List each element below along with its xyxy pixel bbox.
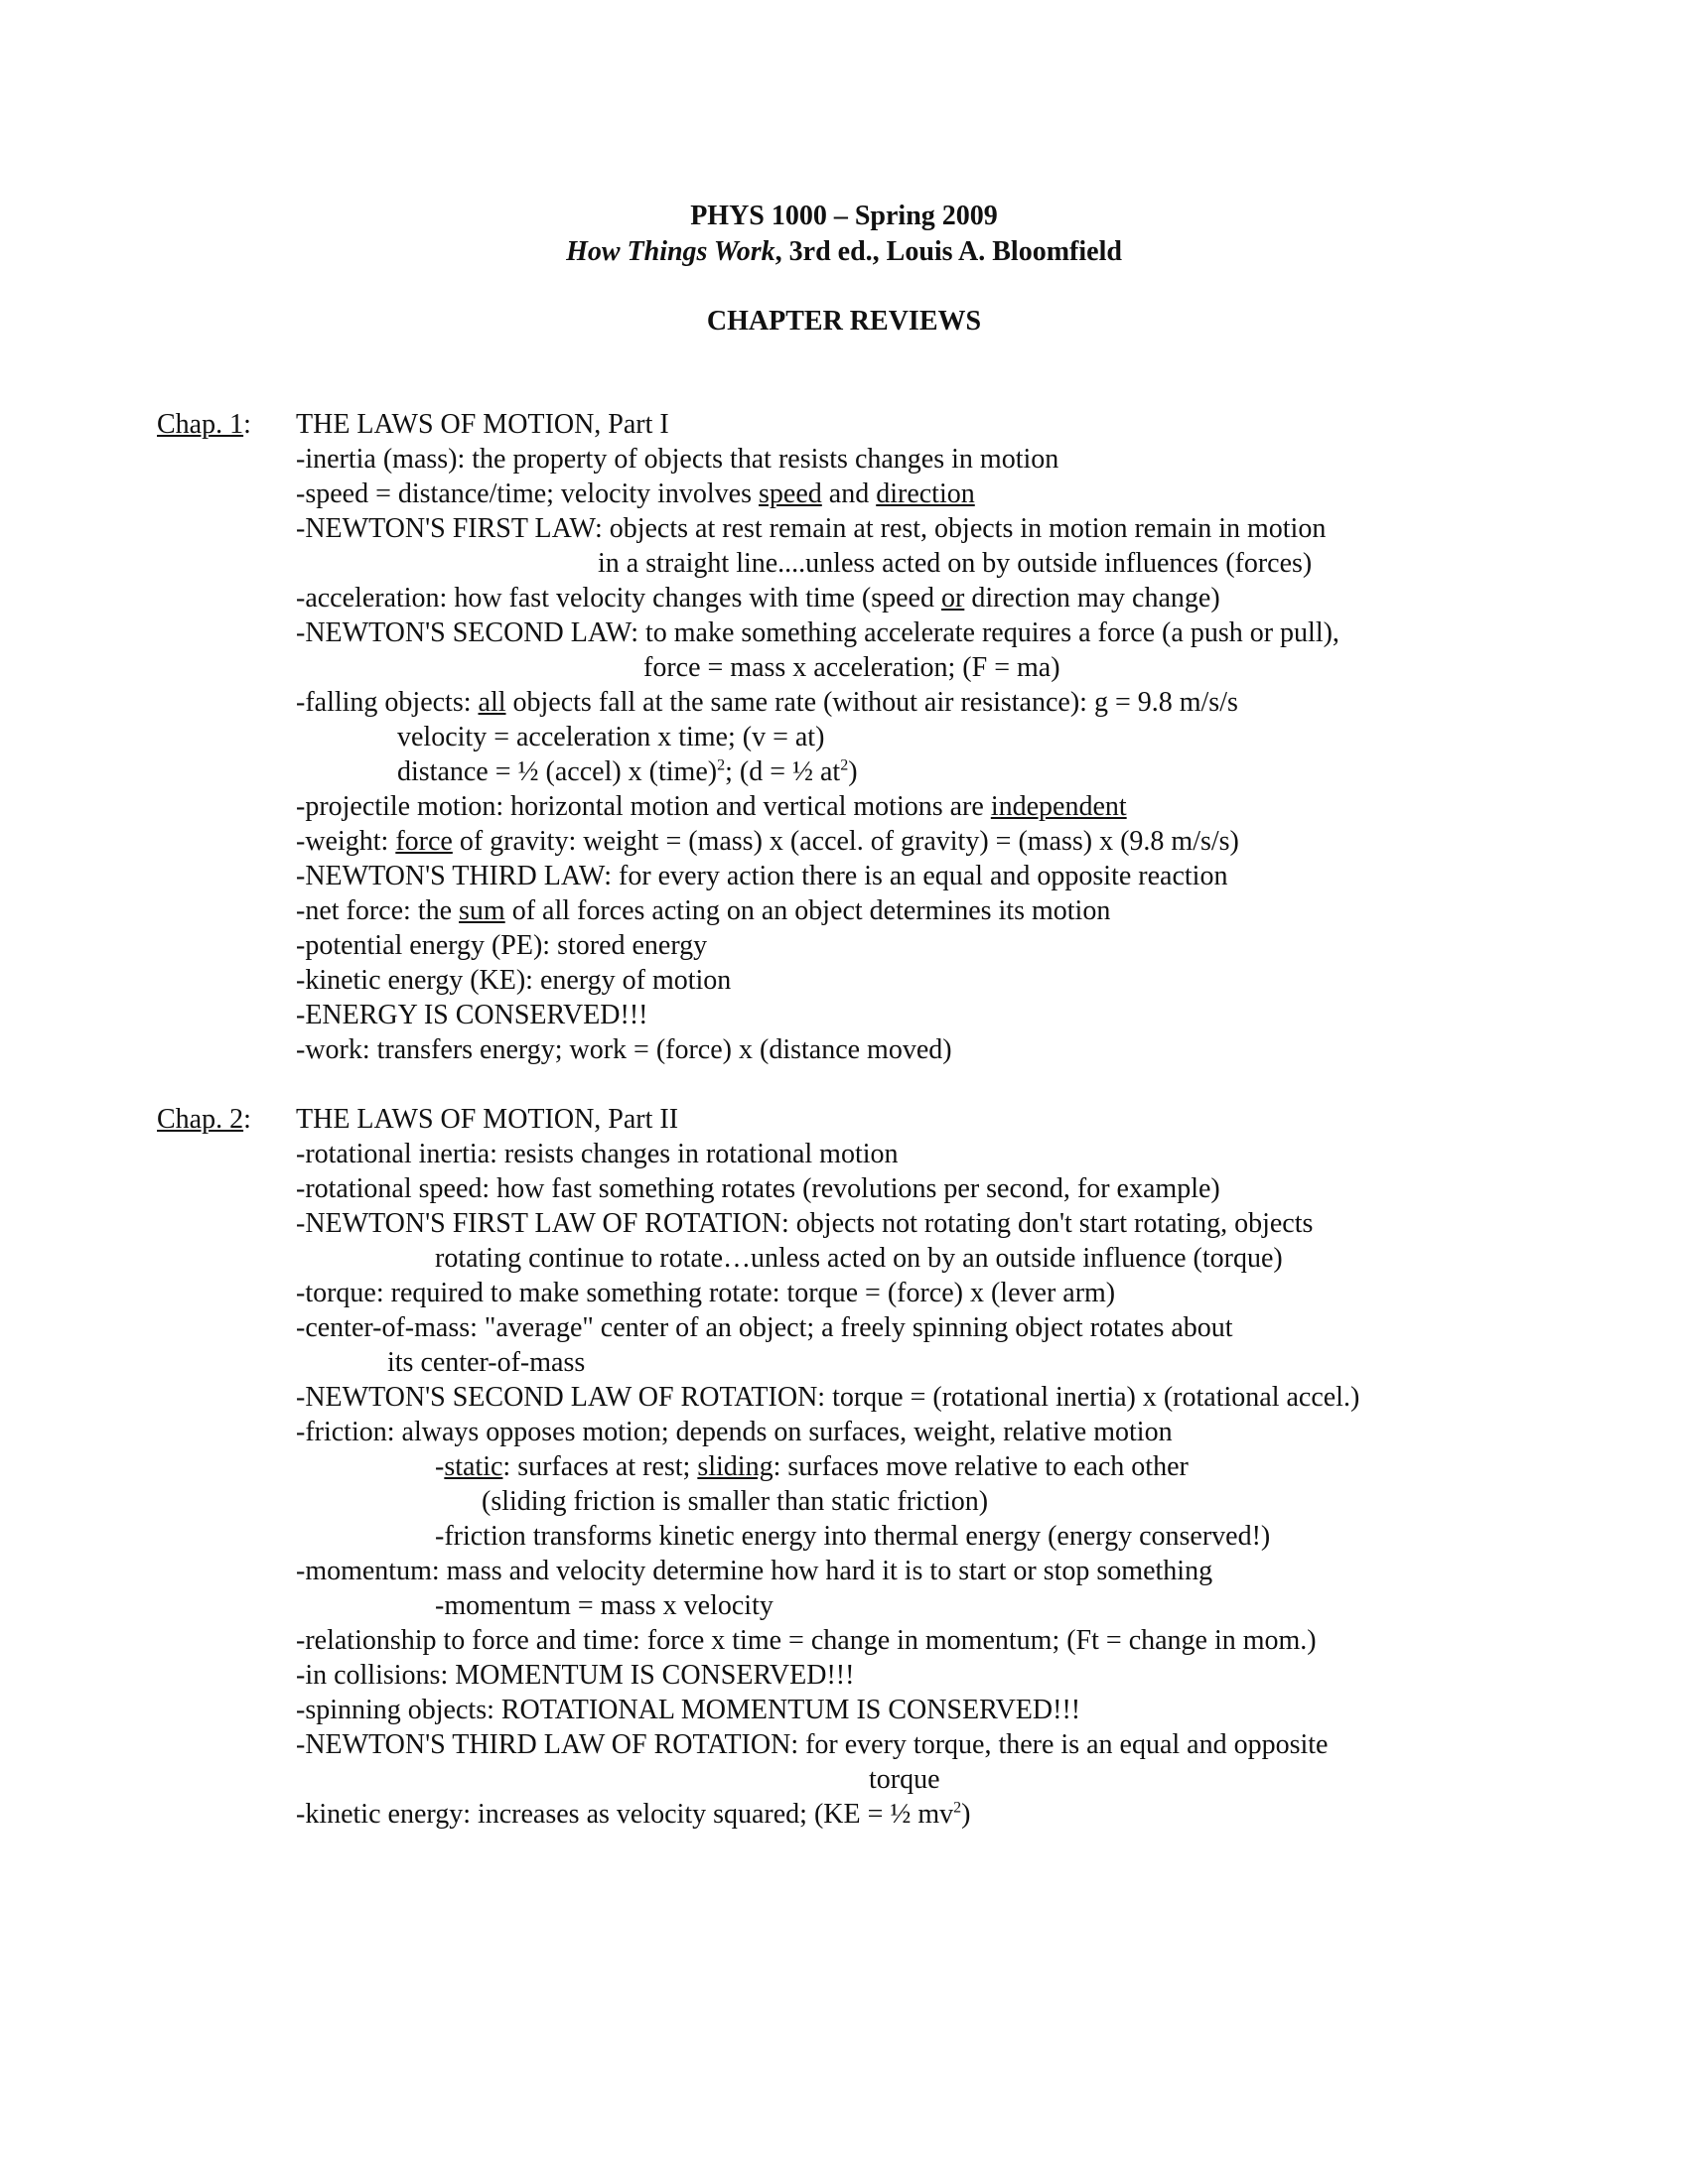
chapter-1-title: THE LAWS OF MOTION, Part I	[296, 409, 669, 440]
chapter-2-title: THE LAWS OF MOTION, Part II	[296, 1104, 679, 1135]
chapter-1-line: force = mass x acceleration; (F = ma)	[643, 652, 1060, 683]
chapter-2-line: -NEWTON'S FIRST LAW OF ROTATION: objects not rotating don't start rotating, objects	[296, 1208, 1314, 1239]
chapter-2-line: -friction transforms kinetic energy into thermal energy (energy conserved!)	[435, 1521, 1271, 1552]
chapter-2-line: torque	[869, 1764, 940, 1795]
chapter-1-line: -net force: the sum of all forces acting on an object determines its motion	[296, 895, 1111, 926]
chapter-1-line: -NEWTON'S FIRST LAW: objects at rest remain at rest, objects in motion remain in motion	[296, 513, 1327, 544]
chapter-1-line: -NEWTON'S THIRD LAW: for every action there is an equal and opposite reaction	[296, 861, 1228, 891]
chapter-1-line: -falling objects: all objects fall at the same rate (without air resistance): g = 9.8 m/s/s	[296, 687, 1238, 718]
chapter-1-line: -ENERGY IS CONSERVED!!!	[296, 1000, 648, 1030]
chapter-1-label: Chap. 1:	[157, 409, 251, 440]
chapter-1-line: -speed = distance/time; velocity involves speed and direction	[296, 478, 975, 509]
chapter-2-line: -momentum = mass x velocity	[435, 1590, 774, 1621]
chapter-1-line: -work: transfers energy; work = (force) x (distance moved)	[296, 1034, 952, 1065]
chapter-2-line: -torque: required to make something rotate: torque = (force) x (lever arm)	[296, 1278, 1116, 1308]
chapter-2-line: -in collisions: MOMENTUM IS CONSERVED!!!	[296, 1660, 855, 1691]
chapter-2-line: -static: surfaces at rest; sliding: surfaces move relative to each other	[435, 1451, 1189, 1482]
chapter-1-line: distance = ½ (accel) x (time)$^2$; (d = ½ $at^2$)	[397, 756, 858, 787]
course-heading: PHYS 1000 – Spring 2009	[690, 201, 998, 231]
chapter-1-line: -weight: force of gravity: weight = (mass) x (accel. of gravity) = (mass) x (9.8 m/s/s)	[296, 826, 1239, 857]
chapter-2-line: -kinetic energy: increases as velocity squared; (KE = ½ $mv^2$)	[296, 1799, 971, 1830]
book-title: How Things Work	[566, 236, 775, 267]
chapter-2-label: Chap. 2:	[157, 1104, 251, 1135]
chapter-2-line: -center-of-mass: "average" center of an object; a freely spinning object rotates about	[296, 1312, 1233, 1343]
chapter-1-line: -inertia (mass): the property of objects that resists changes in motion	[296, 444, 1059, 475]
chapter-1-line: -projectile motion: horizontal motion and vertical motions are independent	[296, 791, 1127, 822]
chapter-2-line: -spinning objects: ROTATIONAL MOMENTUM IS CONSERVED!!!	[296, 1695, 1081, 1725]
chapter-2-line: its center-of-mass	[387, 1347, 586, 1378]
chapter-1-line: -potential energy (PE): stored energy	[296, 930, 708, 961]
chapter-2-line: -NEWTON'S SECOND LAW OF ROTATION: torque = (rotational inertia) x (rotational accel.)	[296, 1382, 1360, 1413]
chapter-1-line: -acceleration: how fast velocity changes with time (speed or direction may change)	[296, 583, 1220, 614]
chapter-1-line: -kinetic energy (KE): energy of motion	[296, 965, 732, 996]
book-edition-author: , 3rd ed., Louis A. Bloomfield	[774, 236, 1122, 267]
chapter-1-line: -NEWTON'S SECOND LAW: to make something accelerate requires a force (a push or pull),	[296, 617, 1339, 648]
book-citation	[0, 234, 1688, 270]
section-title: CHAPTER REVIEWS	[706, 306, 982, 337]
chapter-2-line: rotating continue to rotate…unless acted on by an outside influence (torque)	[435, 1243, 1283, 1274]
chapter-1-line: in a straight line....unless acted on by outside influences (forces)	[598, 548, 1313, 579]
chapter-2-line: -rotational inertia: resists changes in rotational motion	[296, 1139, 899, 1169]
chapter-2-line: -momentum: mass and velocity determine how hard it is to start or stop something	[296, 1556, 1213, 1586]
chapter-2-line: -NEWTON'S THIRD LAW OF ROTATION: for every torque, there is an equal and opposite	[296, 1729, 1329, 1760]
chapter-2-line: -rotational speed: how fast something rotates (revolutions per second, for example)	[296, 1173, 1220, 1204]
chapter-1-line: velocity = acceleration x time; (v = at)	[397, 722, 825, 752]
chapter-2-line: (sliding friction is smaller than static friction)	[482, 1486, 989, 1517]
chapter-2-line: -friction: always opposes motion; depends on surfaces, weight, relative motion	[296, 1417, 1173, 1447]
chapter-2-line: -relationship to force and time: force x time = change in momentum; (Ft = change in mom.)	[296, 1625, 1317, 1656]
